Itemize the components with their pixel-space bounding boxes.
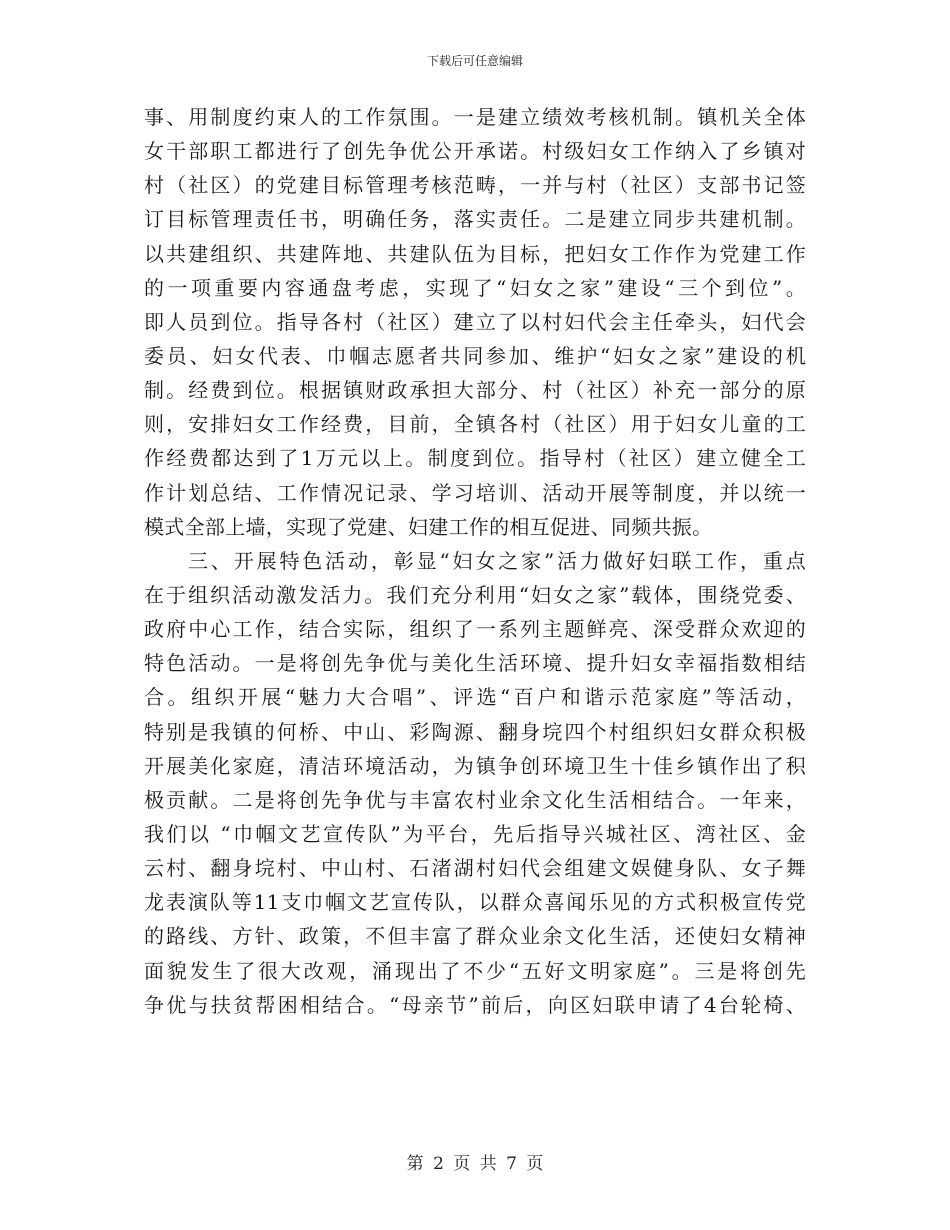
body-line-13: 模式全部上墙，实现了党建、妇建工作的相互促进、同频共振。	[144, 514, 713, 539]
body-line-17: 特色活动。一是将创先争优与美化生活环境、提升妇女幸福指数相结	[144, 651, 806, 676]
body-line-27: 争优与扶贫帮困相结合。“母亲节”前后，向区妇联申请了4台轮椅、	[144, 992, 806, 1017]
body-line-19: 特别是我镇的何桥、中山、彩陶源、翻身垸四个村组织妇女群众积极	[144, 719, 806, 744]
body-line-7: 即人员到位。指导各村（社区）建立了以村妇代会主任牵头，妇代会	[144, 309, 806, 334]
document-body	[144, 100, 806, 1022]
page-number-footer: 第 2 页 共 7 页	[406, 1154, 544, 1174]
body-line-3: 村（社区）的党建目标管理考核范畴，一并与村（社区）支部书记签	[144, 173, 806, 198]
body-line-12: 作计划总结、工作情况记录、学习培训、活动开展等制度，并以统一	[144, 480, 806, 505]
body-line-22: 我们以 “巾帼文艺宣传队”为平台，先后指导兴城社区、湾社区、金	[144, 821, 806, 846]
body-line-15: 在于组织活动激发活力。我们充分利用“妇女之家”载体，围绕党委、	[144, 582, 806, 607]
body-line-14-section-heading: 三、开展特色活动，彰显“妇女之家”活力做好妇联工作，重点	[188, 548, 806, 573]
body-line-23: 云村、翻身垸村、中山村、石渚湖村妇代会组建文娱健身队、女子舞	[144, 856, 806, 881]
body-line-21: 极贡献。二是将创先争优与丰富农村业余文化生活相结合。一年来，	[144, 787, 806, 812]
body-line-26: 面貌发生了很大改观，涌现出了不少“五好文明家庭”。三是将创先	[144, 958, 806, 983]
body-line-18: 合。组织开展“魅力大合唱”、评选“百户和谐示范家庭”等活动，	[144, 685, 806, 710]
body-line-25: 的路线、方针、政策，不但丰富了群众业余文化生活，还使妇女精神	[144, 924, 806, 949]
body-line-20: 开展美化家庭，清洁环境活动，为镇争创环境卫生十佳乡镇作出了积	[144, 753, 806, 778]
page-header-note: 下载后可任意编辑	[426, 54, 523, 68]
body-line-4: 订目标管理责任书，明确任务，落实责任。二是建立同步共建机制。	[144, 207, 806, 232]
body-line-2: 女干部职工都进行了创先争优公开承诺。村级妇女工作纳入了乡镇对	[144, 139, 806, 164]
body-line-10: 则，安排妇女工作经费，目前，全镇各村（社区）用于妇女儿童的工	[144, 412, 806, 437]
body-line-8: 委员、妇女代表、巾帼志愿者共同参加、维护“妇女之家”建设的机	[144, 343, 806, 368]
body-line-5: 以共建组织、共建阵地、共建队伍为目标，把妇女工作作为党建工作	[144, 241, 806, 266]
body-line-9: 制。经费到位。根据镇财政承担大部分、村（社区）补充一部分的原	[144, 378, 806, 403]
body-line-1: 事、用制度约束人的工作氛围。一是建立绩效考核机制。镇机关全体	[144, 105, 806, 129]
body-line-11: 作经费都达到了1万元以上。制度到位。指导村（社区）建立健全工	[144, 446, 806, 471]
body-line-24: 龙表演队等11支巾帼文艺宣传队，以群众喜闻乐见的方式积极宣传党	[144, 890, 806, 915]
body-line-6: 的一项重要内容通盘考虑，实现了“妇女之家”建设“三个到位”。	[144, 275, 806, 300]
body-line-16: 政府中心工作，结合实际，组织了一系列主题鲜亮、深受群众欢迎的	[144, 617, 806, 642]
